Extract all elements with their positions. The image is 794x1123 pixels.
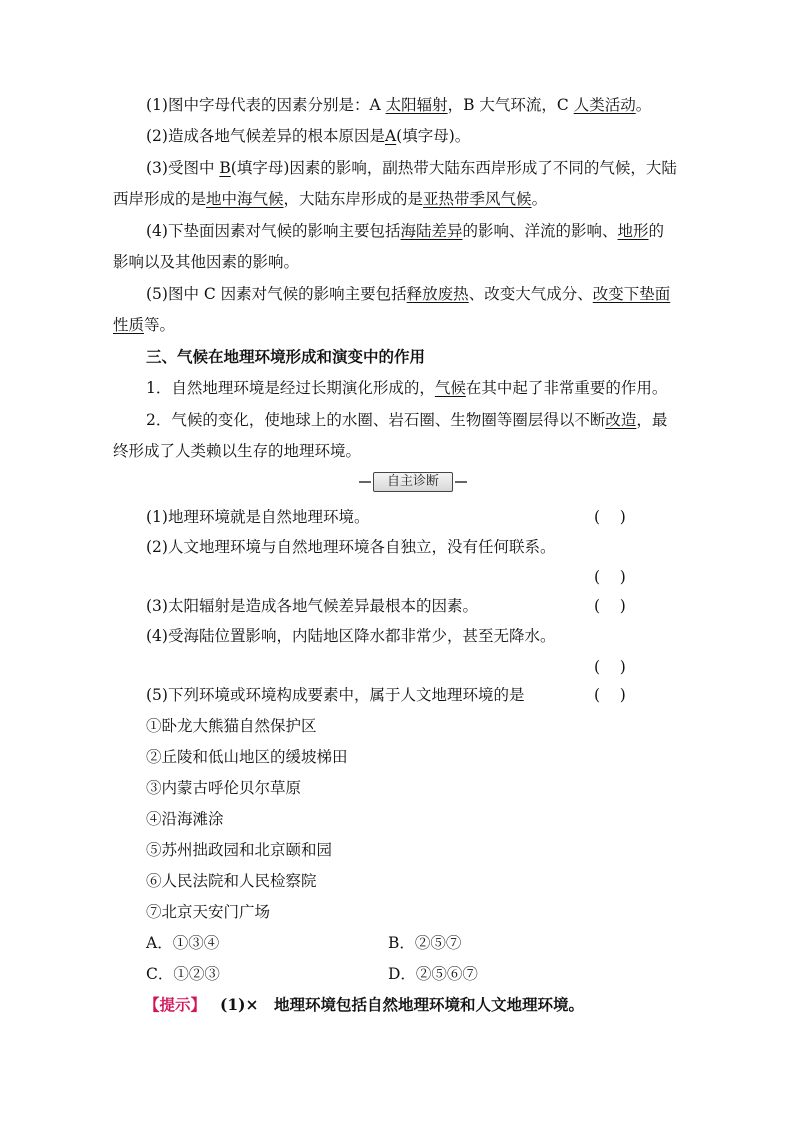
text: 。 [531, 190, 548, 208]
answer-parentheses: ( ) [594, 597, 626, 615]
self-diagnosis-badge [359, 471, 467, 493]
text: 、改变大气成分、 [468, 285, 593, 303]
answer-parentheses: ( ) [594, 508, 626, 526]
statement-2-cont [113, 440, 681, 462]
list-item: ③内蒙古呼伦贝尔草原 [146, 779, 302, 797]
badge-rule-left [359, 481, 371, 483]
text: (5)图中 C 因素对气候的影响主要包括 [146, 285, 407, 303]
diagnosis-item-4: (4)受海陆位置影响，内陆地区降水都非常少，甚至无降水。 [146, 627, 556, 645]
text: 的 [648, 222, 665, 240]
answer-line-3 [146, 157, 714, 179]
list-item: ①卧龙大熊猫自然保护区 [146, 717, 317, 735]
answer-parentheses: ( ) [594, 568, 626, 586]
option-d: D．②⑤⑥⑦ [388, 965, 478, 983]
answer-blank: 释放废热 [406, 285, 469, 303]
diagnosis-item-2: (2)人文地理环境与自然地理环境各自独立，没有任何联系。 [146, 538, 556, 556]
list-item: ⑦北京天安门广场 [146, 903, 271, 921]
text: (填字母)因素的影响，副热带大陆东西岸形成了不同的气候，大陆 [230, 159, 677, 177]
text: 2．气候的变化，使地球上的水圈、岩石圈、生物圈等圈层得以不断 [146, 411, 606, 429]
answer-line-5 [146, 283, 714, 305]
badge-label: 自主诊断 [373, 472, 453, 492]
statement-2 [146, 409, 714, 431]
text: (3)受图中 [146, 159, 220, 177]
option-c: C．①②③ [146, 965, 220, 983]
diagnosis-item-3: (3)太阳辐射是造成各地气候差异最根本的因素。 [146, 597, 478, 615]
option-a: A．①③④ [146, 934, 220, 952]
text: 等。 [144, 316, 176, 334]
answer-parentheses: ( ) [594, 658, 626, 676]
text: ，最 [636, 411, 668, 429]
answer-blank: 性质 [113, 316, 145, 334]
text: 。 [635, 96, 652, 114]
list-item: ②丘陵和低山地区的缓坡梯田 [146, 748, 348, 766]
answer-blank: 改造 [605, 411, 637, 429]
list-item: ④沿海滩涂 [146, 810, 224, 828]
answer-line-4-cont [113, 251, 681, 273]
option-b: B．②⑤⑦ [388, 934, 462, 952]
diagnosis-item-5: (5)下列环境或环境构成要素中，属于人文地理环境的是 [146, 686, 525, 704]
text: 在其中起了非常重要的作用。 [465, 379, 668, 397]
text: (4)下垫面因素对气候的影响主要包括 [146, 222, 401, 240]
text: ，大陆东岸形成的是 [283, 190, 424, 208]
answer-blank: B [219, 159, 231, 177]
section-heading: 三、气候在地理环境形成和演变中的作用 [146, 347, 426, 366]
answer-parentheses: ( ) [594, 686, 626, 704]
text: 1．自然地理环境是经过长期演化形成的， [146, 379, 435, 397]
badge-rule-right [455, 481, 467, 483]
answer-line-2 [146, 125, 714, 147]
text: 影响以及其他因素的影响。 [113, 253, 300, 271]
tip-line [144, 994, 712, 1016]
text: (填字母)。 [396, 127, 471, 145]
text: 的影响、洋流的影响、 [462, 222, 618, 240]
answer-blank: 海陆差异 [400, 222, 463, 240]
answer-blank: 地形 [617, 222, 649, 240]
text: 西岸形成的是 [113, 190, 207, 208]
text: (1)图中字母代表的因素分别是：A [146, 96, 386, 114]
answer-blank: 亚热带季风气候 [423, 190, 532, 208]
answer-blank: A [384, 127, 397, 145]
answer-line-1 [146, 94, 714, 116]
answer-blank: 太阳辐射 [385, 96, 448, 114]
answer-blank: 人类活动 [573, 96, 636, 114]
answer-blank: 气候 [434, 379, 466, 397]
list-item: ⑥人民法院和人民检察院 [146, 872, 317, 890]
list-item: ⑤苏州拙政园和北京颐和园 [146, 841, 333, 859]
tip-text: (1)× 地理环境包括自然地理环境和人文地理环境。 [220, 995, 584, 1014]
text: (2)造成各地气候差异的根本原因是 [146, 127, 385, 145]
text: ，B 大气环流，C [447, 96, 574, 114]
answer-blank: 地中海气候 [206, 190, 284, 208]
tip-label: 【提示】 [144, 996, 207, 1014]
text: 终形成了人类赖以生存的地理环境。 [113, 442, 362, 460]
answer-blank: 改变下垫面 [592, 285, 671, 303]
diagnosis-item-1: (1)地理环境就是自然地理环境。 [146, 508, 370, 526]
answer-line-5-cont [113, 314, 681, 336]
statement-1 [146, 377, 714, 399]
answer-line-3-cont [113, 188, 681, 210]
answer-line-4 [146, 220, 714, 242]
